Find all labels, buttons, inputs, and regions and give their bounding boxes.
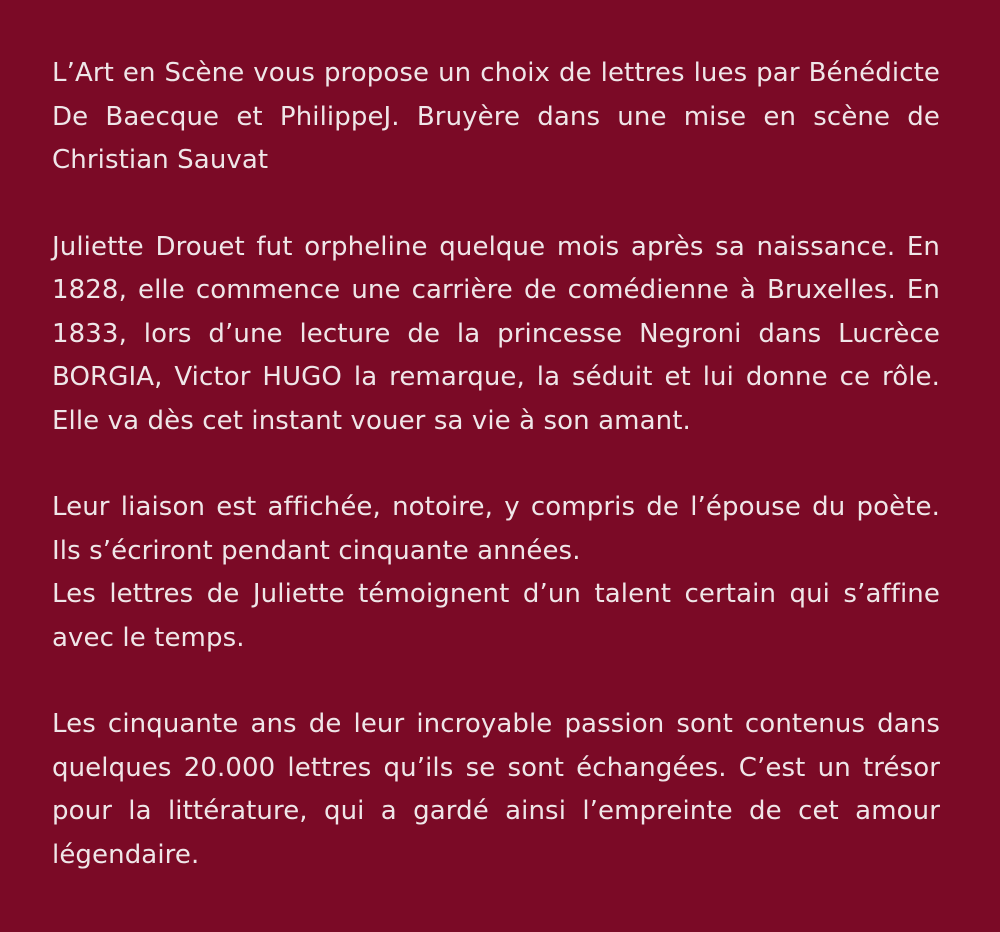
- liaison-text: Leur liaison est affichée, notoire, y compris de l’épouse du poète. Ils s’écriront pendant cinquante années.: [52, 492, 940, 566]
- letters-talent-text: Les lettres de Juliette témoignent d’un talent certain qui s’affine avec le temps.: [52, 579, 940, 653]
- intro-paragraph: L’Art en Scène vous propose un choix de lettres lues par Bénédicte De Baecque et PhilippeJ. Bruyère dans une mise en scène de Christian Sauvat: [52, 58, 940, 175]
- legacy-paragraph: Les cinquante ans de leur incroyable passion sont contenus dans quelques 20.000 lettres qu’ils se sont échangées. C’est un trésor pour la littérature, qui a gardé ainsi l’empreinte de cet amour légendaire.: [52, 709, 940, 870]
- correspondence-paragraph: [52, 486, 940, 660]
- biography-paragraph: Juliette Drouet fut orpheline quelque mois après sa naissance. En 1828, elle commence une carrière de comédienne à Bruxelles. En 1833, lors d’une lecture de la princesse Negroni dans Lucrèce BORGIA, Victor HUGO la remarque, la séduit et lui donne ce rôle. Elle va dès cet instant vouer sa vie à son amant.: [52, 231, 940, 436]
